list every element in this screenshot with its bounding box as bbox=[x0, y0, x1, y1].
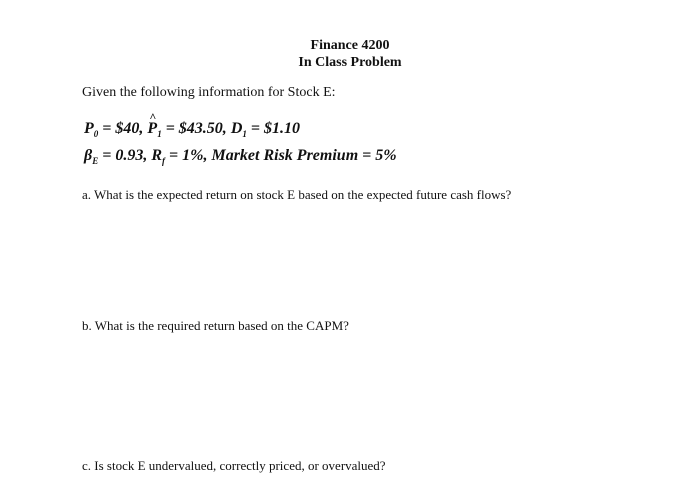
d1-variable: $D_1$ bbox=[230, 120, 247, 139]
question-a: a. What is the expected return on stock E based on the expected future cash flows? bbox=[82, 187, 512, 202]
intro-text: Given the following information for Stock E: bbox=[82, 85, 336, 100]
given-prices-line bbox=[84, 110, 300, 139]
beta-variable: $\beta_E$ bbox=[84, 147, 99, 166]
p1-value: = $43.50, bbox=[161, 120, 231, 137]
hat-accent: ^ bbox=[149, 110, 157, 124]
beta-value: = 0.93, bbox=[98, 147, 152, 164]
document-title bbox=[0, 37, 700, 71]
rf-variable: $R_f$ bbox=[151, 147, 166, 166]
question-b: b. What is the required return based on the CAPM? bbox=[82, 318, 349, 333]
p0-value: = $40, bbox=[98, 120, 148, 137]
question-c: c. Is stock E undervalued, correctly priced, or overvalued? bbox=[82, 458, 386, 473]
rf-and-mrp-value: = 1%, Market Risk Premium = 5% bbox=[165, 147, 397, 164]
d1-value: = $1.10 bbox=[246, 120, 300, 137]
course-title: Finance 4200 bbox=[310, 38, 390, 53]
p1-hat-variable: ^ $P_1$ bbox=[147, 110, 162, 139]
given-risk-line bbox=[84, 147, 397, 166]
problem-subtitle: In Class Problem bbox=[298, 55, 402, 70]
p0-variable: $P_0$ bbox=[84, 120, 99, 139]
